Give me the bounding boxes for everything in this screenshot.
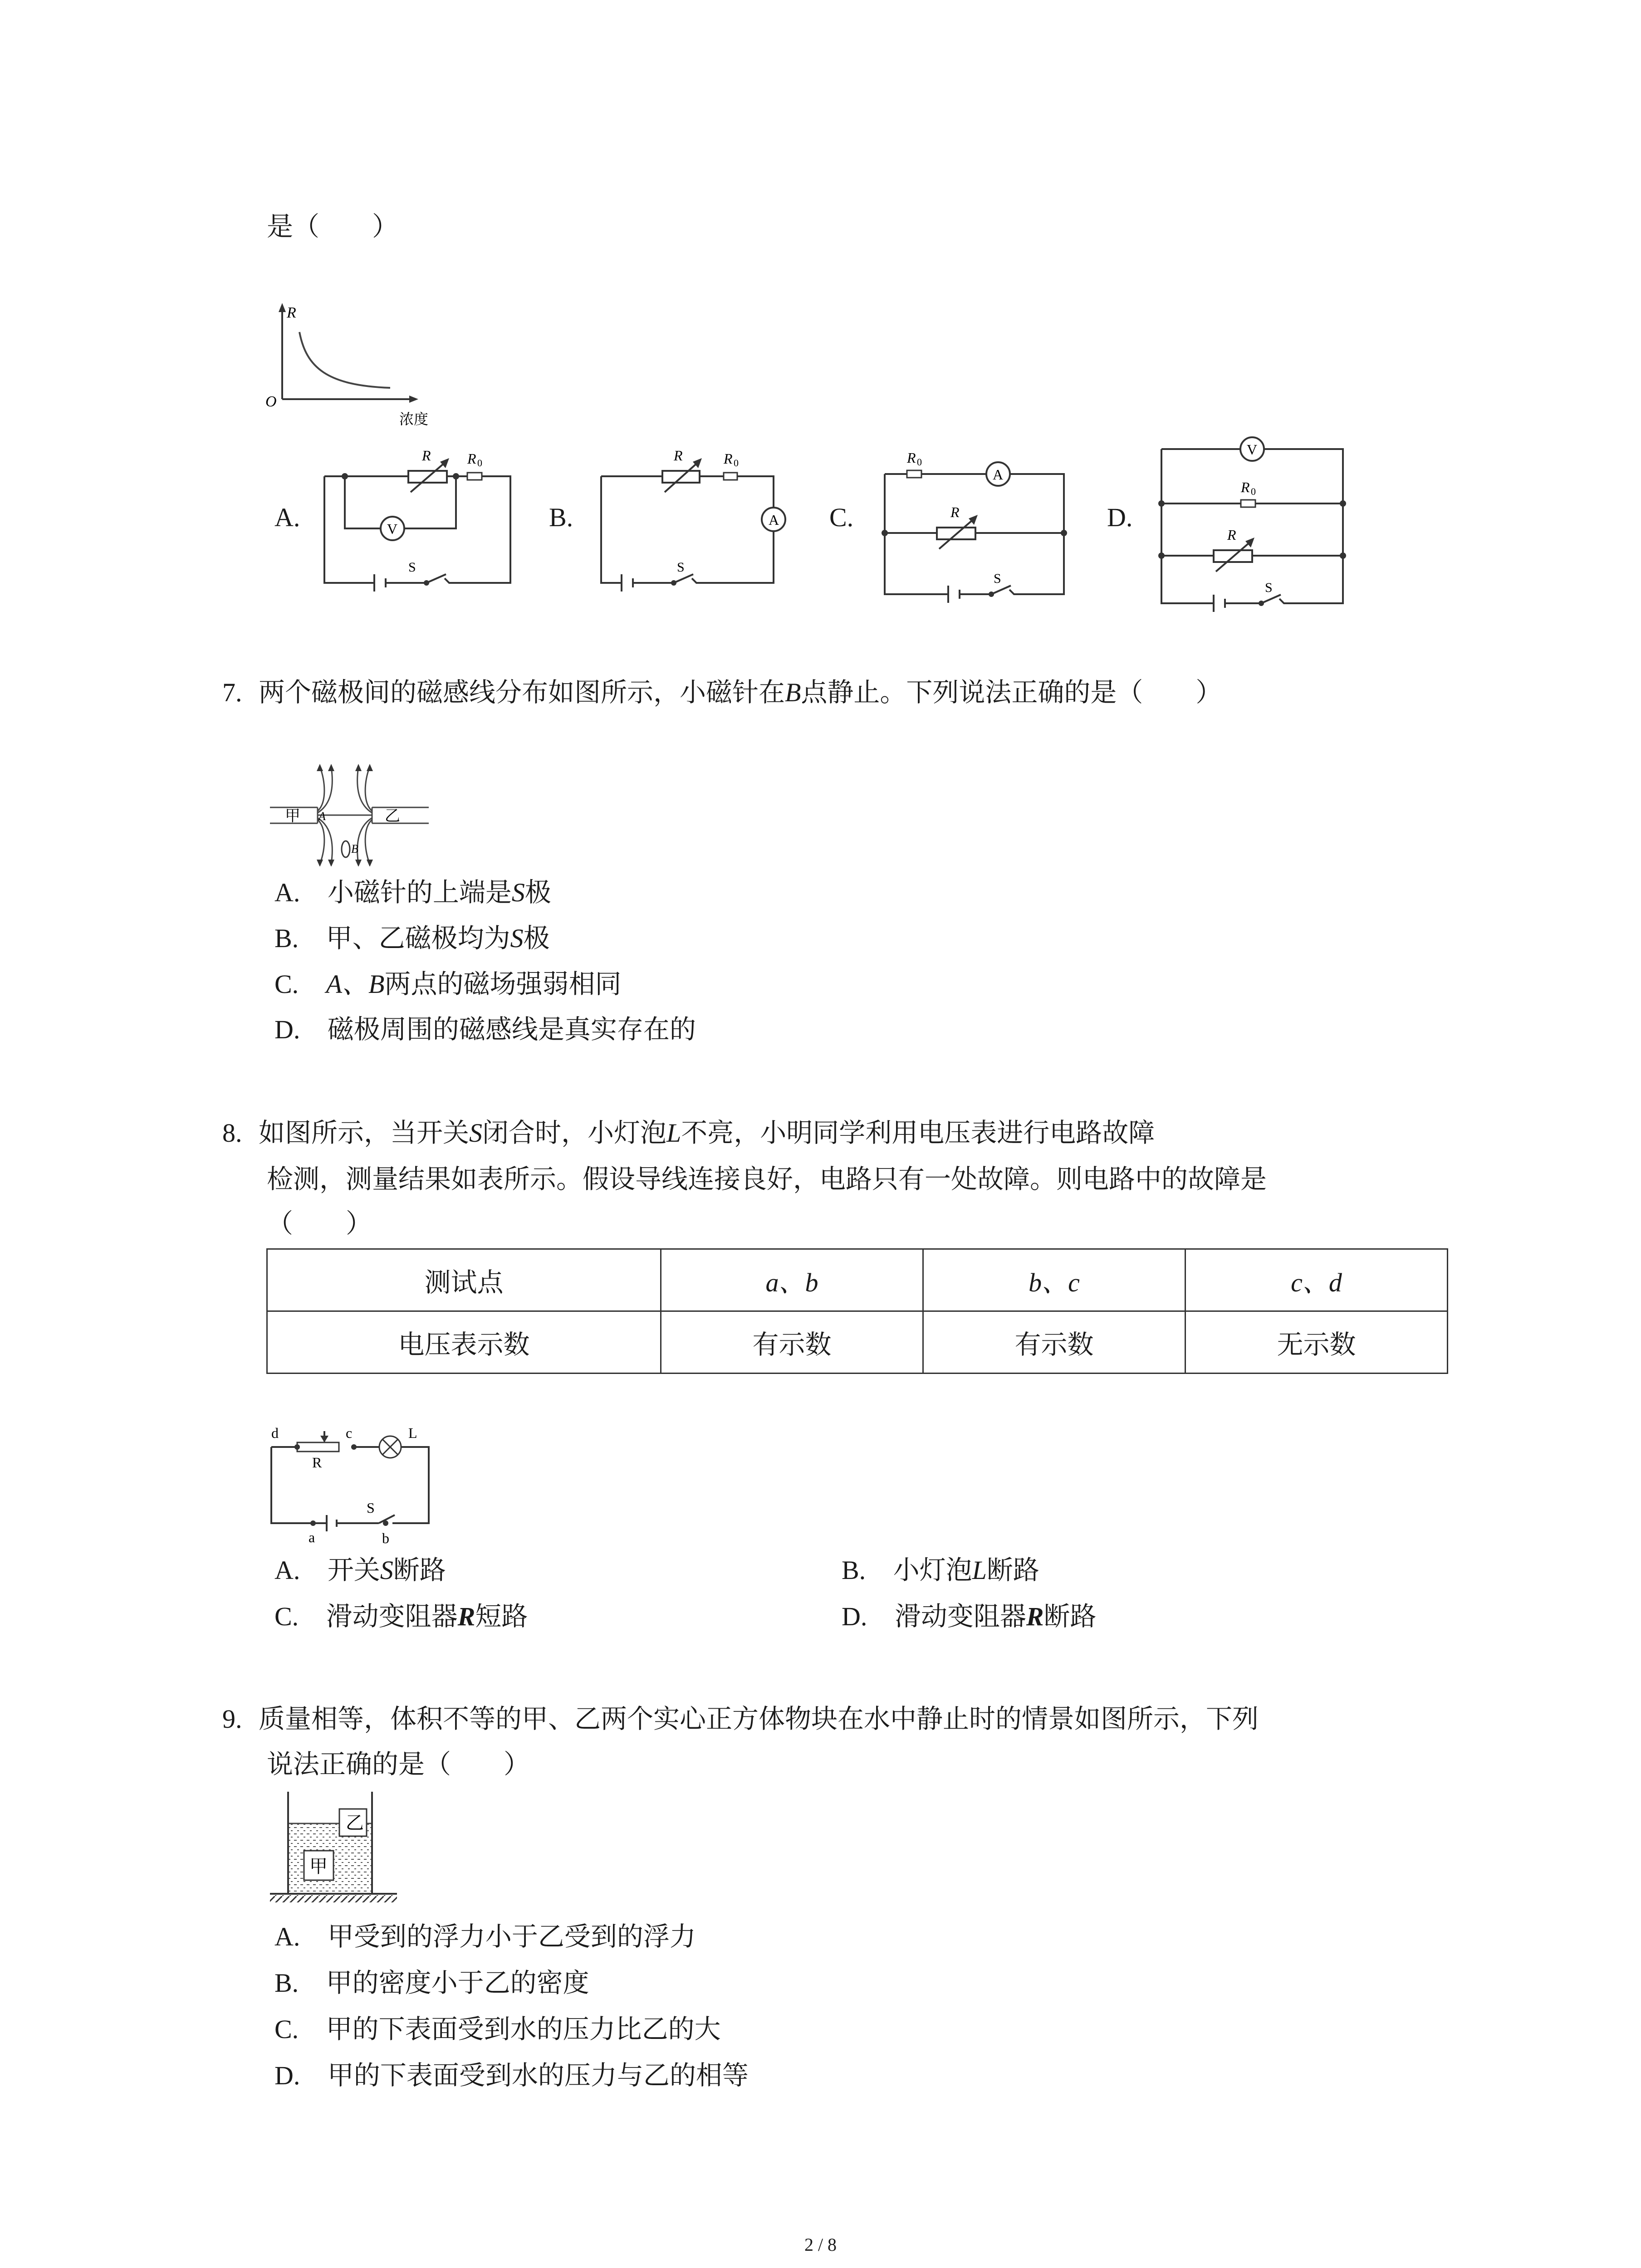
circuit-b-switch-label: S <box>677 560 685 575</box>
table-cell: 有示数 <box>923 1311 1185 1374</box>
q6-option-b-label[interactable]: B. <box>549 503 573 532</box>
q8-circuit <box>263 1415 445 1551</box>
q7-pole-right: 乙 <box>385 807 400 825</box>
circuit-b-r0-sub: 0 <box>734 457 739 469</box>
circuit-c-r0-sub: 0 <box>917 456 922 468</box>
q8-option-c[interactable]: C. 滑动变阻器R短路 <box>274 1601 528 1632</box>
q9-block-jia: 甲 <box>309 1856 328 1877</box>
q6-option-c-label[interactable]: C. <box>829 503 854 532</box>
q7-option-c[interactable]: C. A、B两点的磁场强弱相同 <box>274 968 622 999</box>
table-row <box>267 1311 1448 1374</box>
table-cell: 无示数 <box>1185 1311 1448 1374</box>
table-cell: a、b <box>661 1249 923 1311</box>
q6-circuit-b <box>594 440 803 594</box>
circuit-c-r0-label: R <box>907 450 916 466</box>
circuit-a-meter-label: V <box>387 521 398 537</box>
table-row <box>267 1249 1448 1311</box>
table-cell: 电压表示数 <box>267 1311 661 1374</box>
q9-option-a[interactable]: A. 甲受到的浮力小于乙受到的浮力 <box>274 1921 696 1952</box>
q9-container-figure <box>268 1787 399 1910</box>
circuit-d-r-label: R <box>1227 527 1236 543</box>
circuit-b-r0-label: R <box>724 450 733 467</box>
q8-label-r: R <box>312 1454 322 1471</box>
q8-label-s: S <box>367 1500 375 1516</box>
q9-stem-line1: 9. 质量相等，体积不等的甲、乙两个实心正方体物块在水中静止时的情景如图所示，下列 <box>222 1703 1259 1734</box>
circuit-a-switch-label: S <box>408 560 416 575</box>
q8-table <box>266 1248 1448 1374</box>
graph-x-label: 浓度 <box>399 411 429 428</box>
table-cell: b、c <box>923 1249 1185 1311</box>
q8-option-d[interactable]: D. 滑动变阻器R断路 <box>842 1601 1097 1632</box>
circuit-b-meter-label: A <box>769 512 779 528</box>
circuit-b-r-label: R <box>674 447 683 464</box>
circuit-c-r-label: R <box>950 504 960 520</box>
q8-label-d: d <box>271 1425 279 1441</box>
q8-option-a[interactable]: A. 开关S断路 <box>274 1554 446 1585</box>
circuit-a-r0-sub: 0 <box>477 457 482 469</box>
q7-option-b[interactable]: B. 甲、乙磁极均为S极 <box>274 923 550 953</box>
graph-y-label: R <box>287 304 296 321</box>
q9-stem-line2: 说法正确的是（ ） <box>267 1749 530 1779</box>
q7-point-a: A <box>318 810 326 823</box>
circuit-d-meter-label: V <box>1247 441 1258 458</box>
q6-option-d-label[interactable]: D. <box>1107 503 1133 532</box>
q8-option-b[interactable]: B. 小灯泡L断路 <box>842 1554 1039 1585</box>
q7-option-a[interactable]: A. 小磁针的上端是S极 <box>274 877 551 908</box>
q7-stem: 7. 两个磁极间的磁感线分布如图所示，小磁针在B点静止。下列说法正确的是（ ） <box>222 677 1222 708</box>
q6-stem-tail: 是（ ） <box>267 211 399 242</box>
circuit-a-r0-label: R <box>467 450 476 467</box>
q6-circuit-a <box>318 440 517 594</box>
q8-label-a: a <box>309 1529 315 1545</box>
circuit-c-meter-label: A <box>993 466 1004 483</box>
q7-magnet-figure <box>268 762 431 866</box>
q9-block-yi: 乙 <box>346 1813 364 1833</box>
table-cell: 有示数 <box>661 1311 923 1374</box>
q8-label-l: L <box>408 1425 417 1441</box>
q8-label-b: b <box>382 1530 389 1546</box>
q9-option-d[interactable]: D. 甲的下表面受到水的压力与乙的相等 <box>274 2060 749 2091</box>
q8-stem-line2: 检测，测量结果如表所示。假设导线连接良好，电路只有一处故障。则电路中的故障是 <box>267 1163 1267 1194</box>
table-cell: c、d <box>1185 1249 1448 1311</box>
circuit-a-r-label: R <box>422 447 431 464</box>
q9-option-b[interactable]: B. 甲的密度小于乙的密度 <box>274 1967 589 1998</box>
q7-pole-left: 甲 <box>285 807 300 825</box>
circuit-c-switch-label: S <box>994 571 1001 586</box>
circuit-d-r0-sub: 0 <box>1251 486 1256 497</box>
q6-circuit-d <box>1155 429 1354 615</box>
q6-option-a-label[interactable]: A. <box>274 503 300 532</box>
q6-circuit-c <box>878 435 1087 603</box>
q7-point-b: B <box>351 842 358 855</box>
circuit-d-r0-label: R <box>1241 479 1250 495</box>
q8-stem-line3: （ ） <box>267 1208 372 1239</box>
graph-origin: O <box>265 393 277 410</box>
q8-label-c: c <box>346 1425 353 1441</box>
circuit-d-switch-label: S <box>1265 580 1273 595</box>
table-cell: 测试点 <box>267 1249 661 1311</box>
q7-option-d[interactable]: D. 磁极周围的磁感线是真实存在的 <box>274 1014 696 1045</box>
q8-stem-line1: 8. 如图所示，当开关S闭合时，小灯泡L不亮，小明同学利用电压表进行电路故障 <box>222 1117 1155 1148</box>
q9-option-c[interactable]: C. 甲的下表面受到水的压力比乙的大 <box>274 2014 721 2044</box>
q6-graph <box>263 299 463 435</box>
page-number: 2 / 8 <box>804 2234 837 2255</box>
